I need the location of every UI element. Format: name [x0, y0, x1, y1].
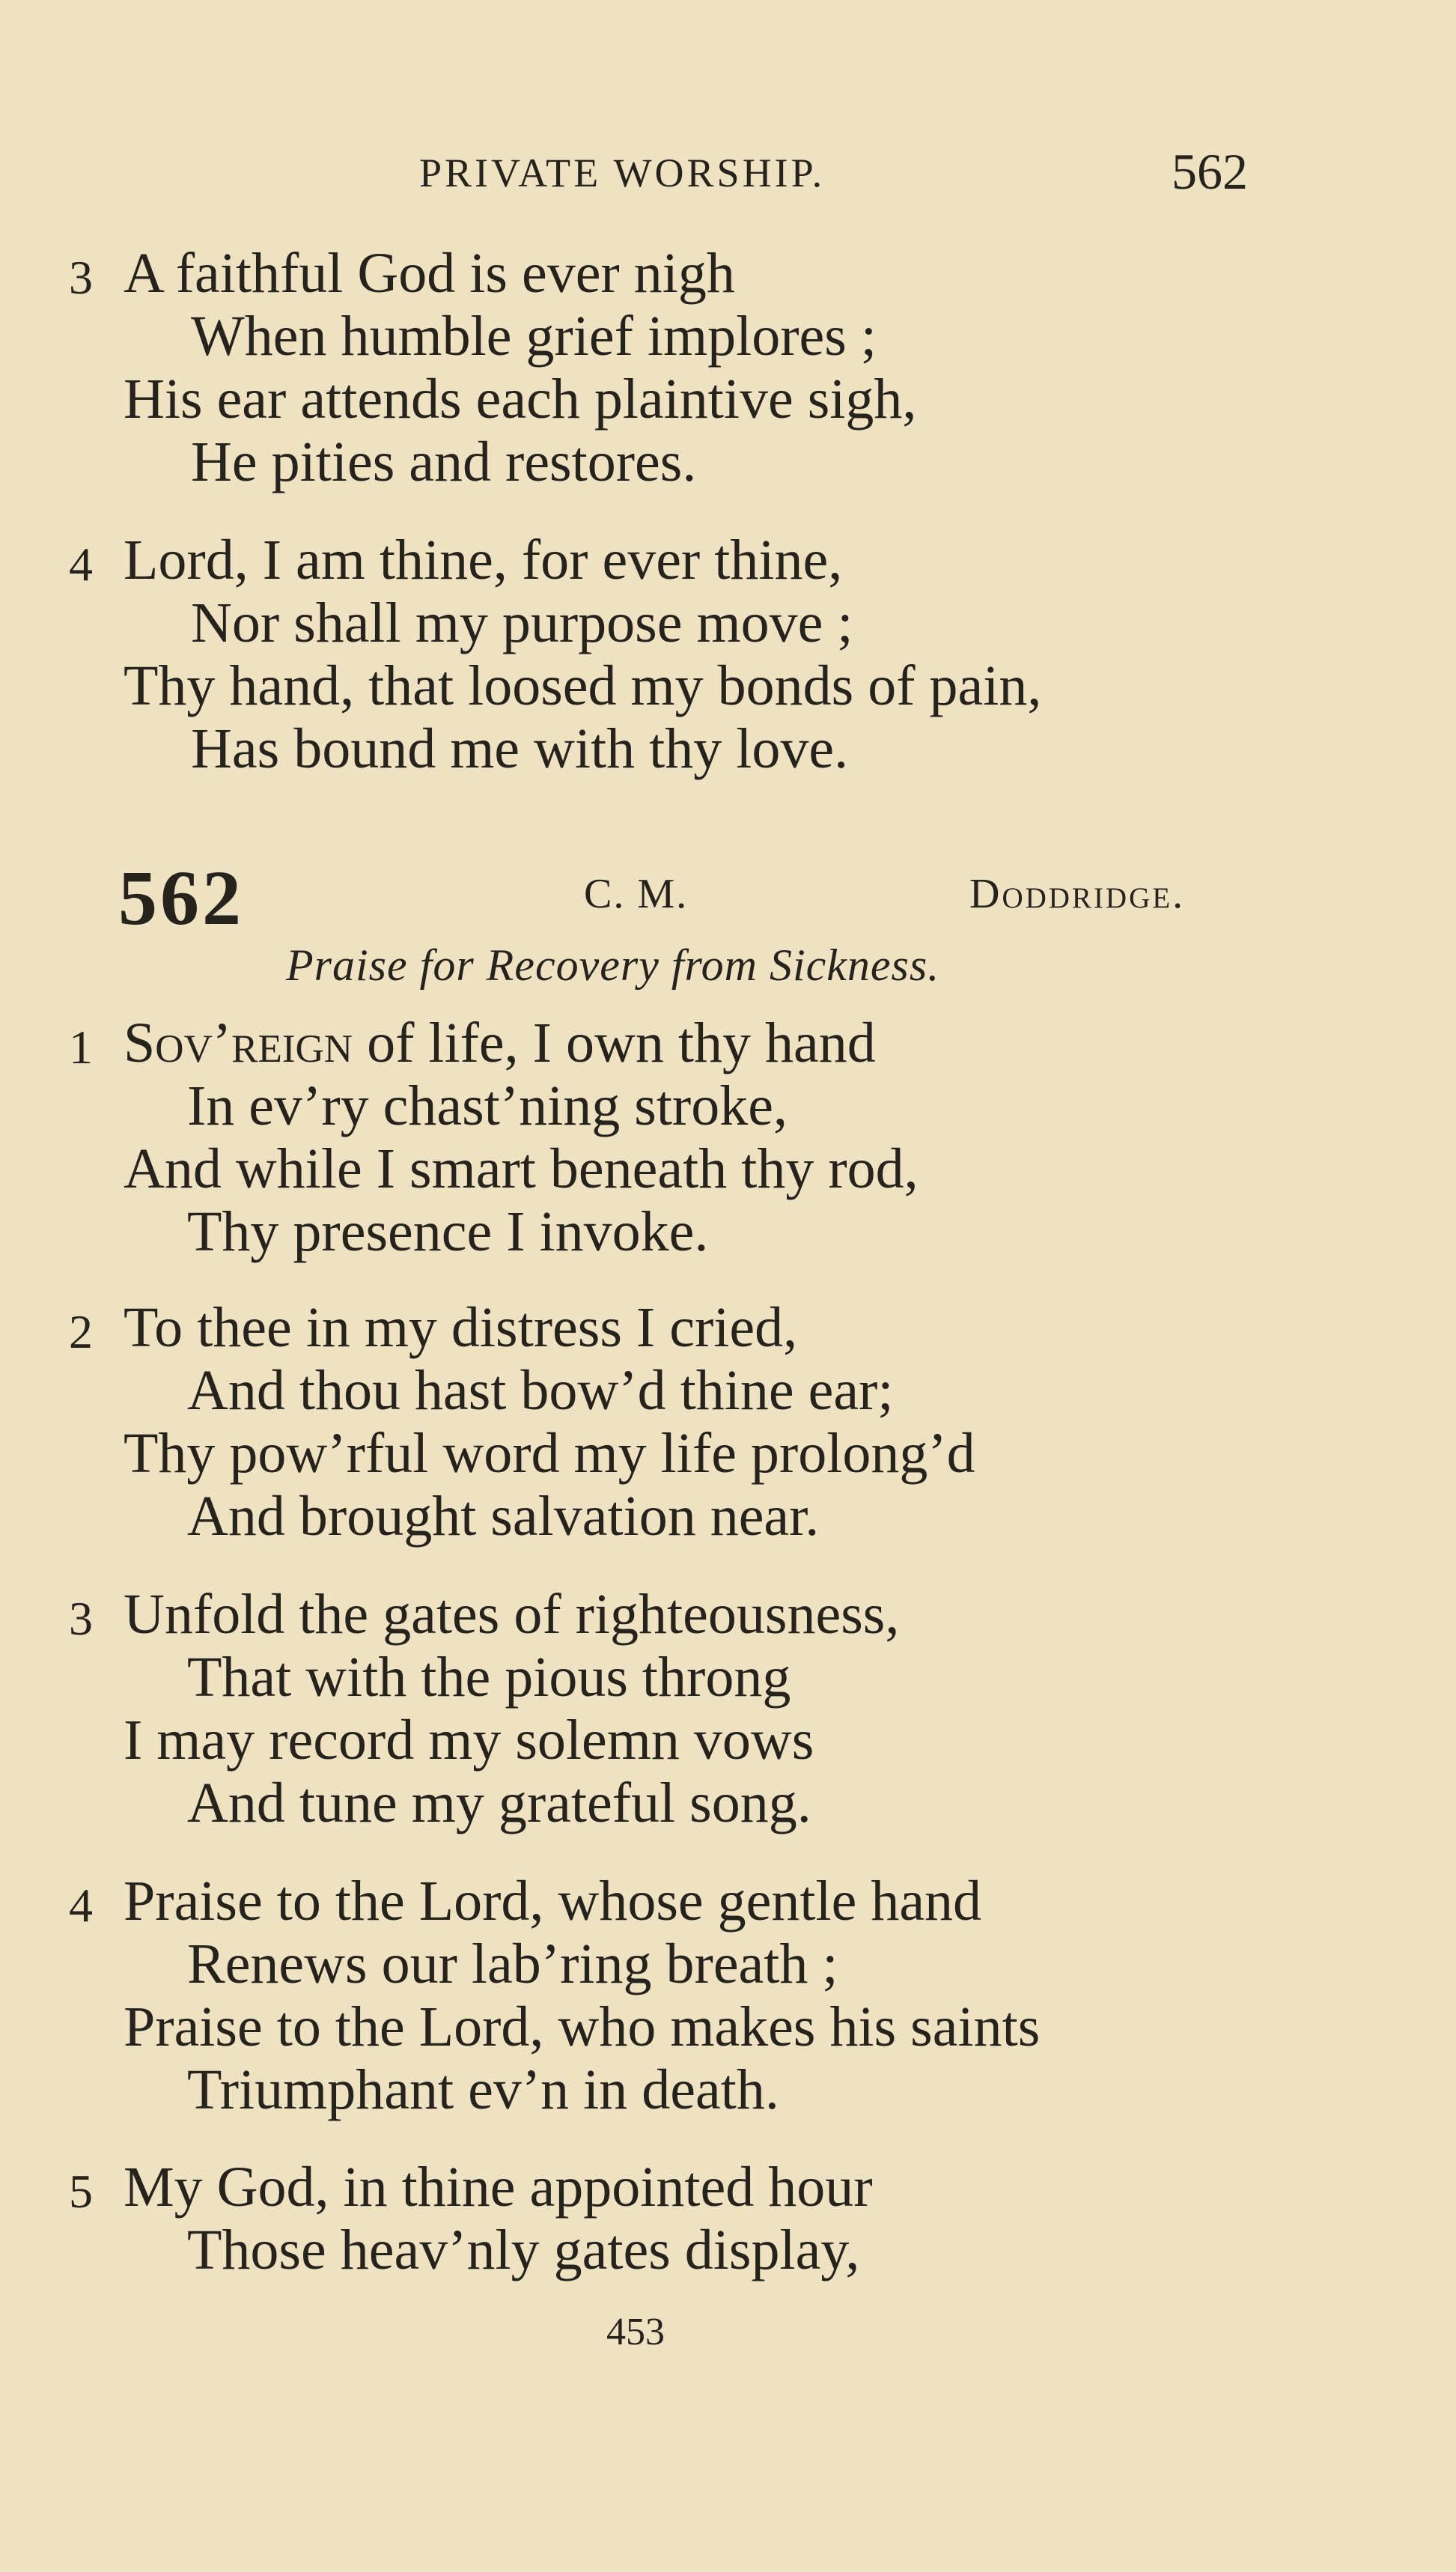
verse-line	[124, 1011, 876, 1076]
stanza-number: 4	[69, 538, 93, 591]
running-header: PRIVATE WORSHIP.	[419, 151, 826, 195]
verse-line: Praise to the Lord, who makes his saints	[124, 1995, 1041, 2058]
stanza-number: 5	[69, 2165, 93, 2218]
verse-line: My God, in thine appointed hour	[124, 2156, 873, 2219]
verse-line: And brought salvation near.	[187, 1485, 820, 1548]
verse-line: To thee in my distress I cried,	[124, 1296, 798, 1359]
stanza-number: 3	[69, 1592, 93, 1645]
stanza-number: 1	[69, 1021, 93, 1074]
hymn-meter: C. M.	[584, 871, 689, 917]
verse-line: A faithful God is ever nigh	[124, 242, 735, 305]
verse-line: Has bound me with thy love.	[191, 717, 849, 780]
verse-line: Thy presence I invoke.	[187, 1200, 709, 1263]
hymn-author: Doddridge.	[969, 871, 1186, 917]
verse-line: In ev’ry chast’ning stroke,	[187, 1074, 788, 1137]
verse-line: I may record my solemn vows	[124, 1709, 814, 1772]
hymn-number: 562	[118, 855, 244, 941]
verse-line: He pities and restores.	[191, 431, 697, 493]
stanza-number: 3	[69, 251, 93, 304]
verse-line: That with the pious throng	[187, 1646, 791, 1709]
verse-line: When humble grief implores ;	[191, 305, 877, 368]
verse-line: And thou hast bow’d thine ear;	[187, 1359, 894, 1422]
verse-line: Nor shall my purpose move ;	[191, 592, 853, 654]
verse-line: Thy pow’rful word my life prolong’d	[124, 1422, 975, 1485]
verse-line: Those heav’nly gates display,	[187, 2219, 860, 2281]
header-page-number: 562	[1172, 143, 1248, 200]
hymn-heading	[0, 854, 1456, 941]
verse-line: And while I smart beneath thy rod,	[124, 1137, 919, 1200]
drop-initial: S	[124, 1012, 156, 1074]
verse-line: Lord, I am thine, for ever thine,	[124, 529, 843, 592]
hymn-title: Praise for Recovery from Sickness.	[286, 940, 940, 990]
verse-line: His ear attends each plaintive sigh,	[124, 368, 917, 431]
verse-line: Praise to the Lord, whose gentle hand	[124, 1870, 982, 1933]
verse-line-text: of life, I own thy hand	[367, 1012, 876, 1074]
first-word-small-caps: ov’reign	[155, 1012, 353, 1074]
stanza-number: 4	[69, 1879, 93, 1932]
footer-page-number: 453	[606, 2311, 665, 2353]
verse-line: Thy hand, that loosed my bonds of pain,	[124, 654, 1042, 717]
verse-line: And tune my grateful song.	[187, 1772, 811, 1834]
verse-line: Triumphant ev’n in death.	[187, 2058, 779, 2121]
verse-line: Unfold the gates of righteousness,	[124, 1583, 900, 1646]
verse-line: Renews our lab’ring breath ;	[187, 1933, 838, 1995]
stanza-number: 2	[69, 1305, 93, 1358]
